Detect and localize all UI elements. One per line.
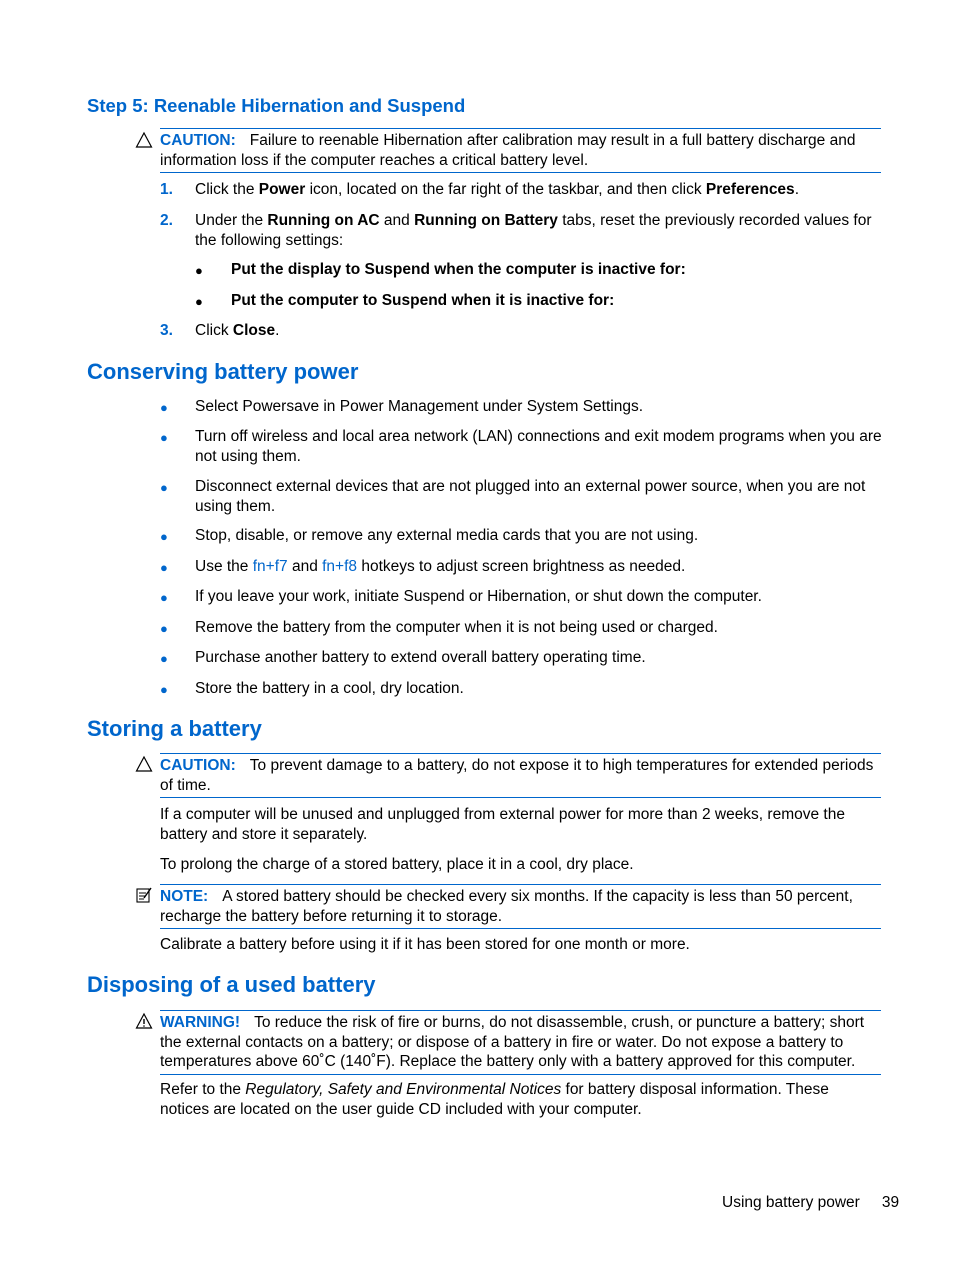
- list-item: Use the fn+f7 and fn+f8 hotkeys to adjust screen brightness as needed.: [195, 558, 686, 575]
- list-item: Select Powersave in Power Management under System Settings.: [195, 398, 644, 415]
- paragraph: To prolong the charge of a stored battery, place it in a cool, dry place.: [160, 856, 634, 873]
- bullet-icon: ●: [195, 294, 203, 309]
- list-item: Store the battery in a cool, dry location.: [195, 680, 464, 697]
- paragraph: If a computer will be unused and unplugged from external power for more than 2 weeks, remove the battery and store it separately.: [160, 806, 845, 843]
- list-item: Remove the battery from the computer when it is not being used or charged.: [195, 619, 718, 636]
- hotkey-link-fn-f8[interactable]: fn+f8: [322, 558, 358, 575]
- paragraph: Refer to the Regulatory, Safety and Environmental Notices for battery disposal information. These notices are located on the user guide CD included with your computer.: [160, 1081, 829, 1118]
- bullet-icon: ●: [160, 590, 168, 605]
- bullet-icon: ●: [160, 621, 168, 636]
- caution-icon: [135, 131, 153, 149]
- step-number: 2.: [160, 212, 173, 229]
- list-item: Stop, disable, or remove any external media cards that you are not using.: [195, 527, 699, 544]
- step-text: Under the Running on AC and Running on Battery tabs, reset the previously recorded values for the following settings:: [195, 212, 872, 249]
- step-number: 1.: [160, 181, 173, 198]
- sub-bullet-text: Put the display to Suspend when the computer is inactive for:: [231, 261, 686, 278]
- step5-heading: Step 5: Reenable Hibernation and Suspend: [87, 95, 466, 116]
- caution-notice-step5: [160, 128, 881, 173]
- bullet-icon: ●: [160, 529, 168, 544]
- list-item: Disconnect external devices that are not plugged into an external power source, when you are not using them.: [195, 478, 866, 515]
- bullet-icon: ●: [160, 480, 168, 495]
- conserving-heading: Conserving battery power: [87, 359, 359, 384]
- note-icon: [135, 886, 153, 904]
- sub-bullet-text: Put the computer to Suspend when it is inactive for:: [231, 292, 615, 309]
- bullet-icon: ●: [160, 400, 168, 415]
- caution-label: CAUTION:: [160, 132, 236, 149]
- warning-text: To reduce the risk of fire or burns, do not disassemble, crush, or puncture a battery; short the external contacts on a battery; or dispose of a battery in fire or water. Do not expose a battery to temperatures above 60˚C (140˚F). Replace the battery only with a battery approved for this computer.: [160, 1014, 865, 1070]
- page-number: 39: [881, 1194, 900, 1211]
- caution-icon: [135, 755, 153, 773]
- note-label: NOTE:: [160, 888, 209, 905]
- caution-text: To prevent damage to a battery, do not expose it to high temperatures for extended periods of time.: [160, 757, 874, 794]
- disposing-heading: Disposing of a used battery: [87, 972, 376, 997]
- storing-heading: Storing a battery: [87, 716, 262, 741]
- caution-text: Failure to reenable Hibernation after calibration may result in a full battery discharge and information loss if the computer reaches a critical battery level.: [160, 132, 856, 169]
- step-number: 3.: [160, 322, 173, 339]
- bullet-icon: ●: [160, 682, 168, 697]
- bullet-icon: ●: [195, 263, 203, 278]
- bullet-icon: ●: [160, 430, 168, 445]
- note-notice: [160, 884, 881, 929]
- list-item: If you leave your work, initiate Suspend or Hibernation, or shut down the computer.: [195, 588, 762, 605]
- list-item: Turn off wireless and local area network (LAN) connections and exit modem programs when you are not using them.: [195, 428, 882, 465]
- page-footer: [722, 1193, 899, 1213]
- caution-label: CAUTION:: [160, 757, 236, 774]
- bullet-icon: ●: [160, 560, 168, 575]
- list-item: Purchase another battery to extend overall battery operating time.: [195, 649, 646, 666]
- note-text: A stored battery should be checked every six months. If the capacity is less than 50 percent, recharge the battery before returning it to storage.: [160, 888, 853, 925]
- step-text: Click Close.: [195, 322, 280, 339]
- warning-notice: [160, 1010, 881, 1075]
- bullet-icon: ●: [160, 651, 168, 666]
- footer-section: Using battery power: [722, 1194, 860, 1211]
- paragraph: Calibrate a battery before using it if it has been stored for one month or more.: [160, 936, 690, 953]
- warning-label: WARNING!: [160, 1014, 241, 1031]
- warning-icon: [135, 1012, 153, 1030]
- step-text: Click the Power icon, located on the far right of the taskbar, and then click Preferences.: [195, 181, 799, 198]
- hotkey-link-fn-f7[interactable]: fn+f7: [252, 558, 288, 575]
- caution-notice-storing: [160, 753, 881, 798]
